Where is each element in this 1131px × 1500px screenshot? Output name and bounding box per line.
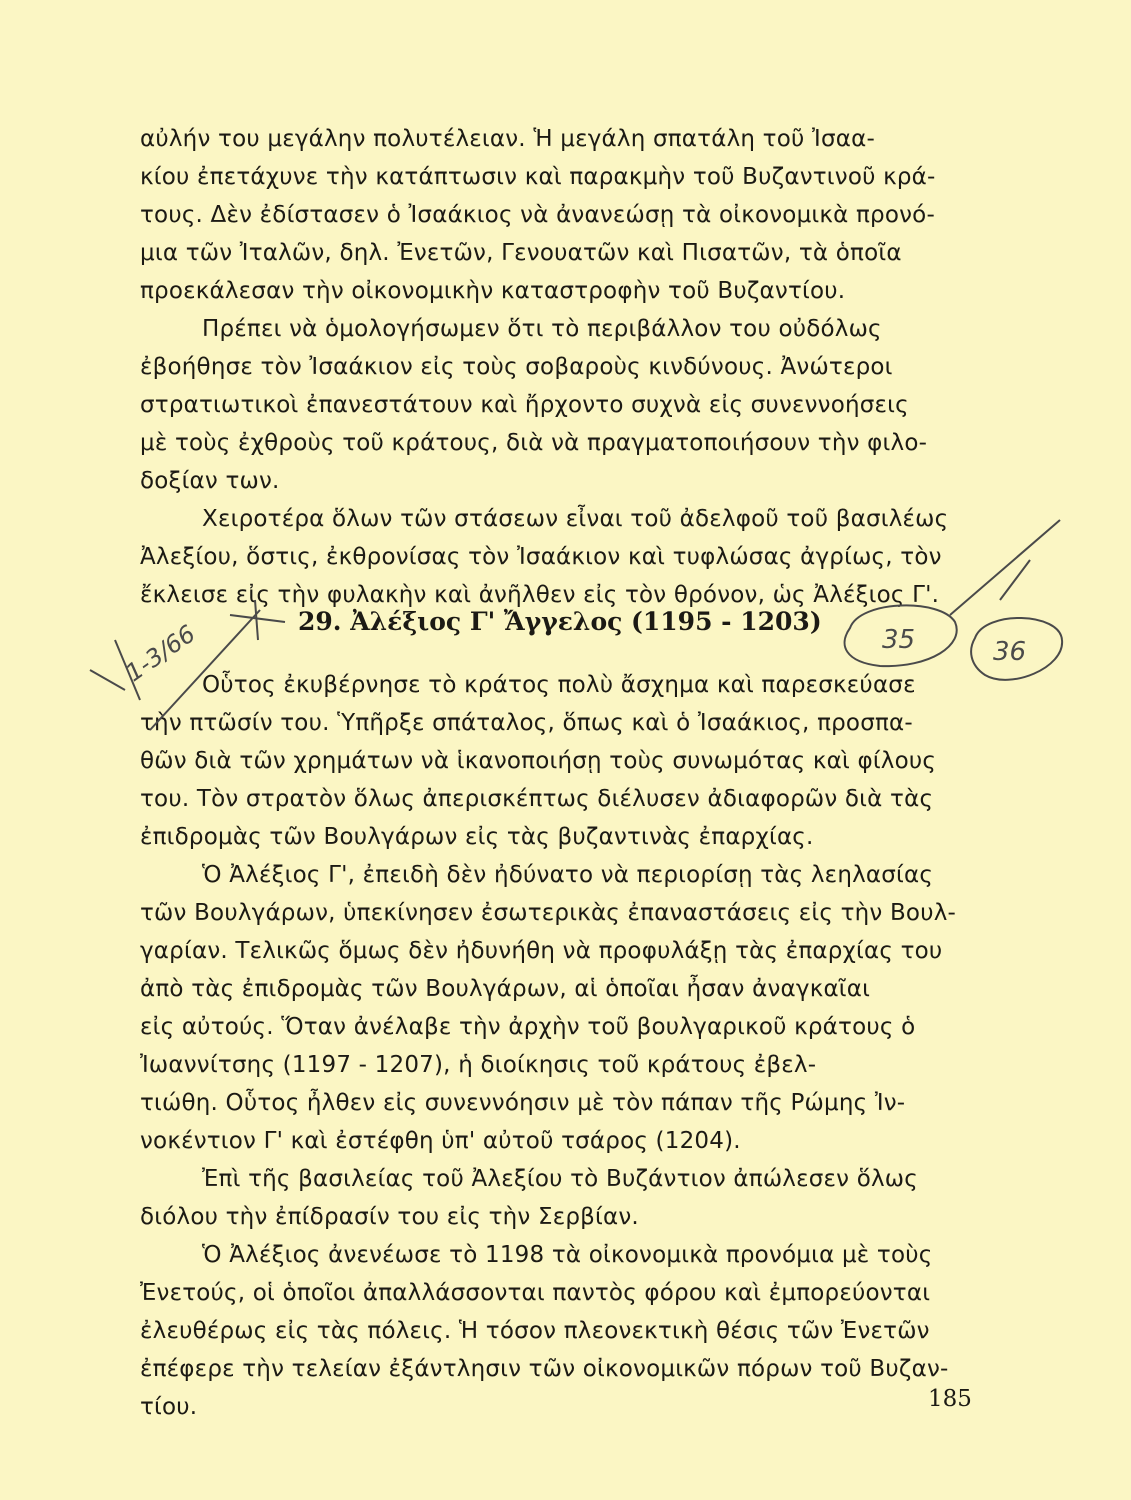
text-line: νοκέντιον Γ' καὶ ἐστέφθη ὑπ' αὐτοῦ τσάρος (1204). xyxy=(140,1128,741,1154)
circle-number-a: 35 xyxy=(882,625,916,655)
text-line: Ὁ Ἀλέξιος ἀνενέωσε τὸ 1198 τὰ οἰκονομικὰ προνόμια μὲ τοὺς xyxy=(202,1242,933,1268)
text-line: τιώθη. Οὗτος ἦλθεν εἰς συνεννόησιν μὲ τὸν πάπαν τῆς Ρώμης Ἰν- xyxy=(140,1090,906,1116)
text-line: προεκάλεσαν τὴν οἰκονομικὴν καταστροφὴν τοῦ Βυζαντίου. xyxy=(140,278,846,304)
paragraph-2 xyxy=(140,310,988,500)
paragraph-3 xyxy=(140,500,988,614)
text-line: ἔκλεισε εἰς τὴν φυλακὴν καὶ ἀνῆλθεν εἰς τὸν θρόνον, ὡς Ἀλέξιος Γ'. xyxy=(140,582,940,608)
text-line: μια τῶν Ἰταλῶν, δηλ. Ἐνετῶν, Γενουατῶν καὶ Πισατῶν, τὰ ὁποῖα xyxy=(140,240,902,266)
text-line: Χειροτέρα ὅλων τῶν στάσεων εἶναι τοῦ ἀδελφοῦ τοῦ βασιλέως xyxy=(202,506,949,532)
text-line: τὴν πτῶσίν του. Ὑπῆρξε σπάταλος, ὅπως καὶ ὁ Ἰσαάκιος, προσπα- xyxy=(140,710,913,736)
paragraph-4 xyxy=(140,666,988,856)
text-line: Ἀλεξίου, ὅστις, ἐκθρονίσας τὸν Ἰσαάκιον καὶ τυφλώσας ἀγρίως, τὸν xyxy=(140,544,942,570)
slash-mark-2 xyxy=(1000,560,1030,600)
text-line: Οὗτος ἐκυβέρνησε τὸ κράτος πολὺ ἄσχημα καὶ παρεσκεύασε xyxy=(202,672,916,698)
text-line: Ἰωαννίτσης (1197 - 1207), ἡ διοίκησις τοῦ κράτους ἐβελ- xyxy=(140,1052,817,1078)
text-line: κίου ἐπετάχυνε τὴν κατάπτωσιν καὶ παρακμὴν τοῦ Βυζαντινοῦ κρά- xyxy=(140,164,936,190)
text-line: εἰς αὐτούς. Ὅταν ἀνέλαβε τὴν ἀρχὴν τοῦ βουλγαρικοῦ κράτους ὁ xyxy=(140,1014,916,1040)
text-line: τῶν Βουλγάρων, ὑπεκίνησεν ἐσωτερικὰς ἐπαναστάσεις εἰς τὴν Βουλ- xyxy=(140,900,957,926)
section-heading: 29. Ἀλέξιος Γ' Ἄγγελος (1195 - 1203) xyxy=(298,607,822,636)
text-line: ἐπέφερε τὴν τελείαν ἐξάντλησιν τῶν οἰκονομικῶν πόρων τοῦ Βυζαν- xyxy=(140,1356,949,1382)
margin-stroke xyxy=(90,640,140,700)
text-line: ἐπιδρομὰς τῶν Βουλγάρων εἰς τὰς βυζαντινὰς ἐπαρχίας. xyxy=(140,824,814,850)
text-line: Ὁ Ἀλέξιος Γ', ἐπειδὴ δὲν ἠδύνατο νὰ περιορίσῃ τὰς λεηλασίας xyxy=(202,862,934,888)
text-line: δοξίαν των. xyxy=(140,468,280,494)
text-line: στρατιωτικοὶ ἐπανεστάτουν καὶ ἤρχοντο συχνὰ εἰς συνεννοήσεις xyxy=(140,392,909,418)
text-line: θῶν διὰ τῶν χρημάτων νὰ ἱκανοποιήσῃ τοὺς συνωμότας καὶ φίλους xyxy=(140,748,937,774)
text-line: Πρέπει νὰ ὁμολογήσωμεν ὅτι τὸ περιβάλλον του οὐδόλως xyxy=(202,316,882,342)
text-line: ἐλευθέρως εἰς τὰς πόλεις. Ἡ τόσον πλεονεκτικὴ θέσις τῶν Ἐνετῶν xyxy=(140,1318,930,1344)
text-line: τους. Δὲν ἐδίστασεν ὁ Ἰσαάκιος νὰ ἀνανεώσῃ τὰ οἰκονομικὰ προνό- xyxy=(140,202,935,228)
text-line: μὲ τοὺς ἐχθροὺς τοῦ κράτους, διὰ νὰ πραγματοποιήσουν τὴν φιλο- xyxy=(140,430,928,456)
text-line: του. Τὸν στρατὸν ὅλως ἀπερισκέπτως διέλυσεν ἀδιαφορῶν διὰ τὰς xyxy=(140,786,934,812)
text-line: γαρίαν. Τελικῶς ὅμως δὲν ἠδυνήθη νὰ προφυλάξῃ τὰς ἐπαρχίας του xyxy=(140,938,943,964)
text-line: Ἐνετούς, οἱ ὁποῖοι ἀπαλλάσσονται παντὸς φόρου καὶ ἐμπορεύονται xyxy=(140,1280,931,1306)
page-number: 185 xyxy=(928,1386,972,1412)
paragraph-1 xyxy=(140,120,988,310)
text-line: ἀπὸ τὰς ἐπιδρομὰς τῶν Βουλγάρων, αἱ ὁποῖαι ἦσαν ἀναγκαῖαι xyxy=(140,976,871,1002)
text-line: τίου. xyxy=(140,1394,198,1420)
text-line: αὐλήν του μεγάλην πολυτέλειαν. Ἡ μεγάλη σπατάλη τοῦ Ἰσαα- xyxy=(140,126,875,152)
circle-annotation-a xyxy=(845,605,957,666)
paragraph-6 xyxy=(140,1160,988,1236)
text-line: Ἐπὶ τῆς βασιλείας τοῦ Ἀλεξίου τὸ Βυζάντιον ἀπώλεσεν ὅλως xyxy=(202,1166,918,1192)
paragraph-7 xyxy=(140,1236,988,1426)
text-line: διόλου τὴν ἐπίδρασίν του εἰς τὴν Σερβίαν. xyxy=(140,1204,639,1230)
circle-number-b: 36 xyxy=(993,637,1027,667)
margin-note: 1-3/66 xyxy=(120,619,201,688)
text-section-1 xyxy=(140,120,988,614)
text-section-2 xyxy=(140,666,988,1426)
text-line: ἐβοήθησε τὸν Ἰσαάκιον εἰς τοὺς σοβαροὺς κινδύνους. Ἀνώτεροι xyxy=(140,354,893,380)
paragraph-5 xyxy=(140,856,988,1160)
